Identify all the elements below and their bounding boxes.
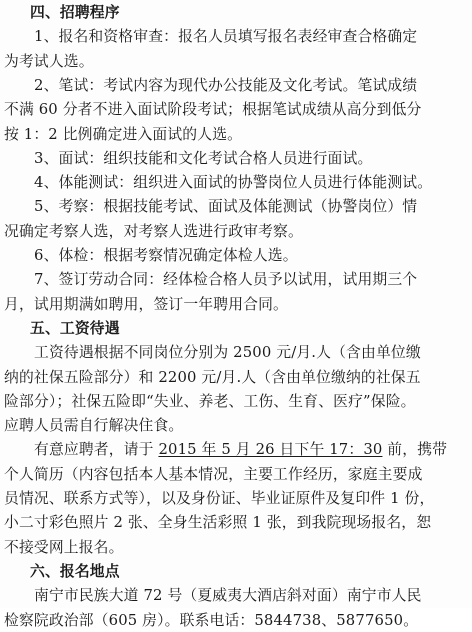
process-step-3: 3、面试：组织技能和文化考试合格人员进行面试。 xyxy=(34,149,373,167)
application-materials-line-1: 个人简历（内容包括本人基本情况，主要工作经历，家庭主要成 xyxy=(4,465,423,483)
process-step-5-cont: 况确定考察人选，对考察人选进行政审考察。 xyxy=(4,222,303,240)
deadline-intro-text: 有意应聘者，请于 xyxy=(34,441,159,459)
salary-paragraph-line-1: 工资待遇根据不同岗位分别为 2500 元/月.人（含由单位缴 xyxy=(34,344,421,362)
location-address-line: 南宁市民族大道 72 号（夏威夷大酒店斜对面）南宁市人民 xyxy=(34,587,422,605)
process-step-7: 7、签订劳动合同：经体检合格人员予以试用，试用期三个 xyxy=(34,271,418,289)
salary-paragraph-line-2: 纳的社保五险部分）和 2200 元/月.人（含由单位缴纳的社保五 xyxy=(4,368,421,386)
process-step-2-cont: 不满 60 分者不进入面试阶段考试；根据笔试成绩从高分到低分 xyxy=(4,101,422,119)
process-step-4: 4、体能测试：组织进入面试的协警岗位人员进行体能测试。 xyxy=(34,174,433,192)
salary-paragraph-line-3: 险部分）；社保五险即“失业、养老、工伤、生育、医疗”保险。 xyxy=(4,392,416,410)
section-heading-recruitment-process: 四、招聘程序 xyxy=(30,4,120,21)
section-heading-salary: 五、工资待遇 xyxy=(30,319,120,337)
application-materials-line-4: 不接受网上报名。 xyxy=(4,538,124,556)
process-step-2-cont-2: 按 1：2 比例确定进入面试的人选。 xyxy=(4,125,243,143)
process-step-2: 2、笔试：考试内容为现代办公技能及文化考试。笔试成绩 xyxy=(34,76,418,94)
deadline-date: 2015 年 5 月 26 日下午 17：30 xyxy=(158,441,383,459)
process-step-5: 5、考察：根据技能考试、面试及体能测试（协警岗位）情 xyxy=(34,198,418,216)
process-step-7-cont: 月，试用期满如聘用，签订一年聘用合同。 xyxy=(4,295,288,313)
process-step-1-cont: 为考试人选。 xyxy=(4,52,94,70)
location-contact-line: 检察院政治部（605 房）。联系电话：5844738、5877650。 xyxy=(4,611,419,629)
process-step-1: 1、报名和资格审查：报名人员填写报名表经审查合格确定 xyxy=(34,28,418,46)
application-materials-line-3: 小二寸彩色照片 2 张、全身生活彩照 1 张，到我院现场报名，恕 xyxy=(4,514,432,532)
deadline-tail-text: 前，携带 xyxy=(382,441,448,459)
section-heading-location: 六、报名地点 xyxy=(30,562,120,580)
salary-paragraph-line-4: 应聘人员需自行解决住食。 xyxy=(4,417,184,435)
application-materials-line-2: 员情况、联系方式等），以及身份证、毕业证原件及复印件 1 份， xyxy=(4,490,435,507)
application-deadline-line xyxy=(0,438,472,461)
process-step-6: 6、体检：根据考察情况确定体检人选。 xyxy=(34,247,298,264)
